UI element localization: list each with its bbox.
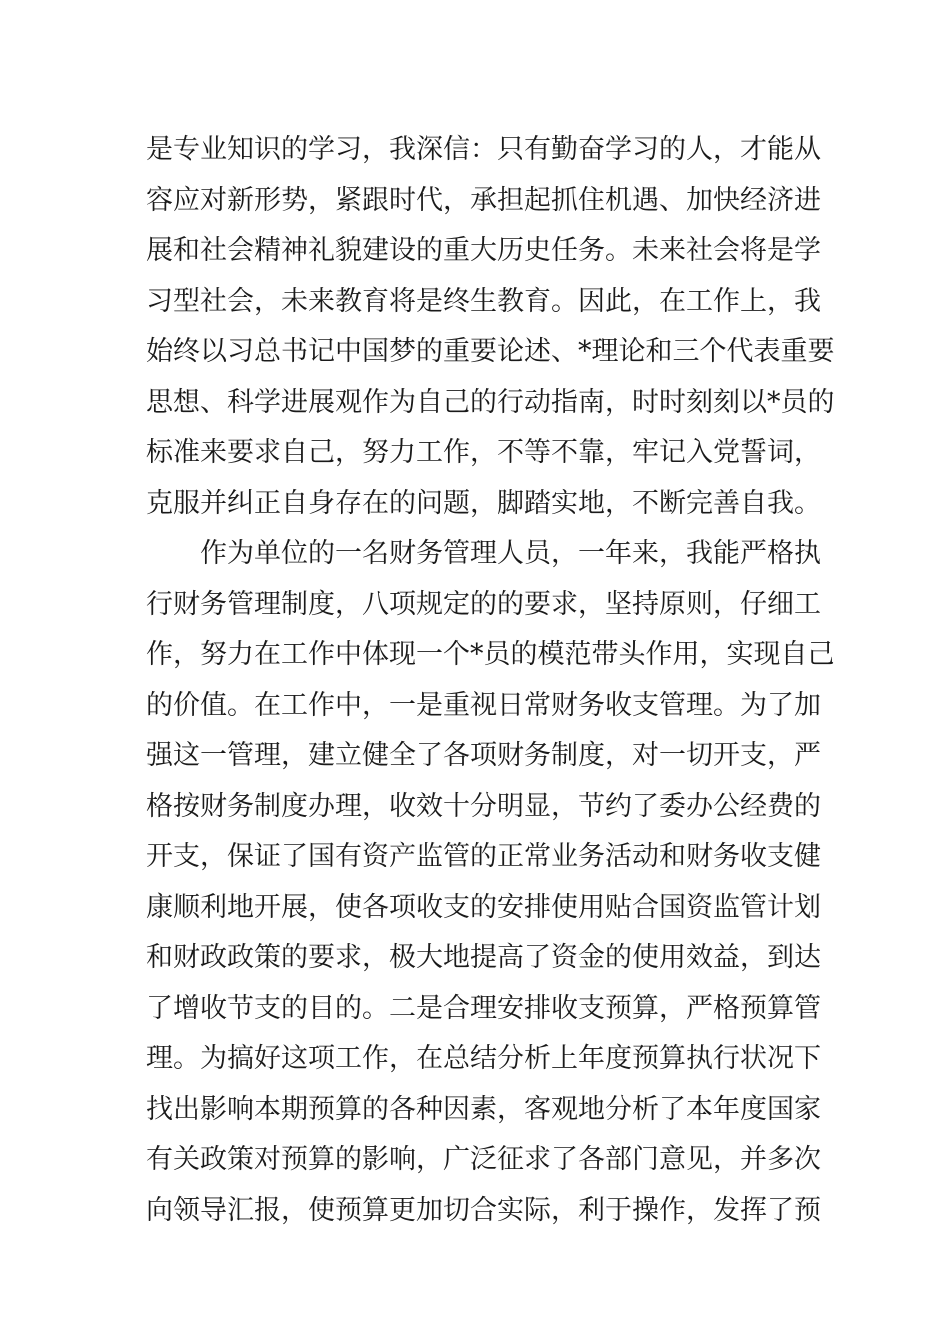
text-line: 行财务管理制度，八项规定的的要求，坚持原则，仔细工 xyxy=(146,588,821,620)
text-line: 有关政策对预算的影响，广泛征求了各部门意见，并多次 xyxy=(146,1144,821,1175)
text-line: 展和社会精神礼貌建设的重大历史任务。未来社会将是学 xyxy=(146,235,821,266)
text-line: 容应对新形势，紧跟时代，承担起抓住机遇、加快经济进 xyxy=(146,184,821,216)
text-line: 康顺利地开展，使各项收支的安排使用贴合国资监管计划 xyxy=(146,891,821,923)
text-line: 了增收节支的目的。二是合理安排收支预算，严格预算管 xyxy=(146,992,821,1024)
text-line: 强这一管理，建立健全了各项财务制度，对一切开支，严 xyxy=(146,740,821,771)
text-line: 克服并纠正自身存在的问题，脚踏实地，不断完善自我。 xyxy=(146,487,821,519)
text-line: 理。为搞好这项工作，在总结分析上年度预算执行状况下 xyxy=(146,1043,821,1074)
text-line: 习型社会，未来教育将是终生教育。因此，在工作上，我 xyxy=(146,285,821,317)
text-line: 的价值。在工作中，一是重视日常财务收支管理。为了加 xyxy=(146,689,821,721)
text-line: 和财政政策的要求，极大地提高了资金的使用效益，到达 xyxy=(146,942,821,973)
text-line: 标准来要求自己，努力工作，不等不靠，牢记入党誓词， xyxy=(146,437,821,468)
text-line: 始终以习总书记中国梦的重要论述、*理论和三个代表重要 xyxy=(146,336,835,367)
text-line: 是专业知识的学习，我深信：只有勤奋学习的人，才能从 xyxy=(146,134,821,165)
text-line: 向领导汇报，使预算更加切合实际，利于操作，发挥了预 xyxy=(146,1194,821,1226)
text-line: 找出影响本期预算的各种因素，客观地分析了本年度国家 xyxy=(146,1093,821,1125)
body-text xyxy=(146,125,835,1236)
text-line: 格按财务制度办理，收效十分明显，节约了委办公经费的 xyxy=(146,790,821,822)
text-line: 作，努力在工作中体现一个*员的模范带头作用，实现自己 xyxy=(146,639,835,670)
text-line: 开支，保证了国有资产监管的正常业务活动和财务收支健 xyxy=(146,841,821,872)
text-line: 思想、科学进展观作为自己的行动指南，时时刻刻以*员的 xyxy=(146,386,835,418)
text-line: 作为单位的一名财务管理人员，一年来，我能严格执 xyxy=(146,538,821,569)
